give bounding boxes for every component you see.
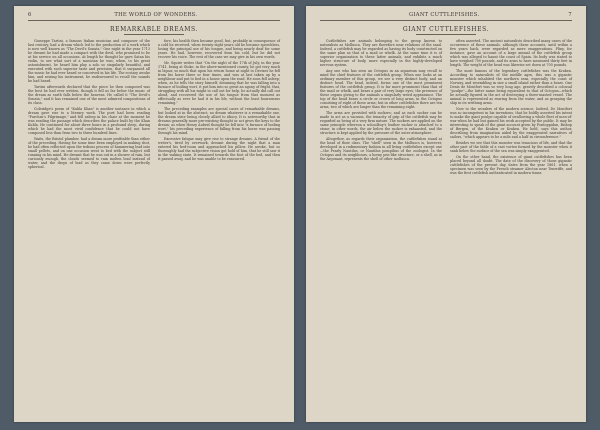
paragraph: The arms are provided with suckers; and as each sucker can be made to act as a vacuum, the tenacity of grip of the cuttlefish may be regarded as being of a very firm nature. The suckers are applied on the same principle whereon a schoolboy's leather sucker is attached to a stone; in other words, the air below the sucker is exhausted, and the structure is kept applied by the pressure of the outer atmosphere. xyxy=(320,110,442,136)
article-title: GIANT CUTTLEFISHES. xyxy=(402,26,490,33)
section-title: GIANT CUTTLEFISHES. xyxy=(408,12,480,18)
paragraph: Any one who has seen an Octopus in an aquarium may recall to mind the chief features of the cuttlefish group. When one looks at an ordinary member of this group, we see a very distinct body, and an distinct head. The head, indeed, forms one of the most prominent features of the cuttlefish group. It is far more prominent than that of the snail or whelk, and bears a pair of very large eyes; the presence of these organs giving to the animals a singularly weird appearance. The top of the head bears a circle or crown of long arms, in the Octopus consisting of eight of these arms; but in other cuttlefishes there are ten arms, two of which are longer than the remaining eight. xyxy=(320,68,442,110)
paragraph: Now to the wonders of the modern science. Indeed, De Montfort was so incompetent in his inventions, that he boldly asserted his intent to make the giant poulpe capable of swallowing a whole fleet of men-of-war when he had but gained his work accepted by the public. It may be interesting to speak of the giant account given by Pontoppidan, Bishop of Bergen, of the Kraken or Kraken. He held, says this author, describing from imagination aided by the exaggerated narratives of sailors, "which appears to be a mile and a half in circumference." xyxy=(450,106,572,140)
paragraph: Cuttlefishes are animals belonging to the group known to naturalists as Mollusca. They are therefore near relations of the snail. Indeed, a cuttlefish may be regarded as having its body constructed on the same plan as that of a snail or whelk. At the same time it is of superior organization to these latter animals, and exhibits a much higher structure of body, more especially in the highly-developed nervous system. xyxy=(320,39,442,68)
column-left xyxy=(320,39,442,176)
page-number: 7 xyxy=(568,12,572,18)
journal-title: THE WORLD OF WONDERS. xyxy=(114,12,198,18)
paragraph: Besides we see that this monster was tenacious of life, and that the other part of the fable of a vast vortex formed by the monster when it sank below the surface of the sea was simply exaggerated. xyxy=(450,140,572,153)
paragraph: The preceding examples are special cases of remarkable dreams, but looked at in the abstract, no dream whatever is a remarkable one, the dream state being closely allied to idiocy. It is noteworthy that in dreams generally more pre-existing thought or act gives the keys to the dream; as when Henry Aubrid thought he fell into "a furnace of boiling wort," his preceding experience of falling from his horse was passing through his mind. xyxy=(158,106,280,136)
title-rule xyxy=(416,34,476,35)
paragraph: often asserted. The ancient naturalists described many cases of the occurrence of these animals, although these accounts, until within a few years back, were regarded as mere exaggerations. Pliny, for instance, gave an account of a large animal of the cuttlefish group which was alleged to haunt the coast of Spain. Its body was stated to have weighed 700 pounds, and its arms to have measured thirty feet in length. The weight of the head was likewise set down at 700 pounds. xyxy=(450,39,572,68)
paragraph: On the other hand, the existence of giant cuttlefishes has been placed beyond all doubt. The date of the discovery of those gigantic cuttlefishes of the present day, dates from the year 1861, when a specimen was seen by the French steamer Alecton near Teneriffe, and was the first cuttlefish authenticated in modern times. xyxy=(450,154,572,175)
column-right xyxy=(450,39,572,176)
paragraph: Coleridge's poem of "Kubla Khan" is another instance in which a dream gave rise to a literary work. The poet had been reading "Purchas's Pilgrimage," and fell asleep in his chair at the moment he was reading the passage which describes the palace built by the Khan Kubla. He continued for about three hours in a profound sleep, during which he had the most vivid confidence that he could not have composed less than from two to three hundred lines. xyxy=(28,106,150,136)
paragraph: Altogether, as regards their organization, the cuttlefishes stand at the head of their class. The "shell" seen in the Molluscs is, however, developed in a rudimentary fashion in all living cuttlefishes except one—the Pearly Nautilus, or Nautilus pompilius of the zoologist. In the Octopus and its neighbours, a horny pen-like structure, or a shell, as in the Argonaut, represents the shell of other mollusca. xyxy=(320,136,442,162)
running-head xyxy=(28,12,280,21)
paragraph: The most famous of the legendary cuttlefishes was the Kraken. According to naturalists of the middle ages, this was a gigantic monster which inhabited the northern seas, especially the coast of Norway, and resembling in size a small island rather than a beast. One Denis de Montfort was so very long ago, gravely described a colossal "poulpe"—the latter name being equivalent to that of Octopus—which he actually figured in the act of destroying a three-masted vessel. The animal is represented as rearing from the water, and as grasping the ship in its writhing arms. xyxy=(450,68,572,106)
right-page xyxy=(306,6,586,422)
paragraph: Mr. Squire writes that "On the night of the 17th of July, in the year 1741, being at Stoke, in the above-mentioned county, he got very much in liquor, so much that upon his return home at night to Devizes he fell from his horse three or four times, and was at last taken up by a neighbour and put to bed in a house upon the road. He soon fell asleep; when, as he tells the story himself, dreaming that he was falling into a furnace of boiling wort, it put him into so great an agony of fright, that, struggling with all his might to call out for help, he actually did call out aloud, and recovered the use of his tongue from that moment as effectually as ever he had it in his life, without the least hoarseness remaining." xyxy=(158,60,280,106)
paragraph: fore, his health then became good, but, probably in consequence of a cold he received, when twenty-eight years old he became speechless, losing the principal use of his tongue, and being nearly deaf for some years. He had, however, recovered from his cold, but he did not recover his voice. The rest of the case we may give in his own words. xyxy=(158,39,280,60)
title-rule xyxy=(124,34,184,35)
column-left xyxy=(28,39,150,171)
page-number: 6 xyxy=(28,12,32,18)
text-columns xyxy=(320,39,572,176)
paragraph: Waits, the Bristol plumber, had a dream more profitable than either of the preceding. Having for some time been employed in making shot, he had often reflected upon the tedious process of hammering lead into small pellets, and on one occasion went to bed with the subject still running in his mind. He dreamt that he was out in a shower of rain, but curiously enough, the clouds seemed to rain molten lead instead of water, and the drops of lead as they came down were perfectly spherical. xyxy=(28,136,150,170)
left-page xyxy=(14,6,294,422)
column-right xyxy=(158,39,280,171)
paragraph: Excessive fatigue may give rise to strange dreams. A friend of the writer's, tired by overwork, dreamt during the night that a man entered his bed-room and approached his pillow. He awoke, but so thoroughly had the subjective vision got hold of him, that he still saw it in the waking state. It remained towards the foot of the bed, and then it passed away, and he was unable to be reassured. xyxy=(158,136,280,162)
paragraph: Giuseppe Tartini, a famous Italian musician and composer of the last century, had a dream which led to the production of a work which is now well known as "The Devil's Sonata." One night in the year 1713 he dreamt he had made a compact with the devil, who promised to be at his service on all occasions. At length he thought he gave Satan his violin, to see what sort of a musician he was; when, to his great astonishment, he heard him play a solo so singularly beautiful, and executed with such superior taste and precision, that it surpassed all the music he had ever heard or conceived in his life. The ecstasy awoke him, and seizing his instrument, he endeavoured to recall the sounds he had heard. xyxy=(28,39,150,84)
running-head xyxy=(320,12,572,21)
paragraph: Tartini afterwards declared that the piece he then composed was the best he had ever written, though it fell as far below the music of the dream as earth falls below the heavens. He called it "The Devil's Sonata," and it has remained one of the most admired compositions of its class. xyxy=(28,85,150,106)
text-columns xyxy=(28,39,280,171)
article-title: REMARKABLE DREAMS. xyxy=(110,26,198,33)
